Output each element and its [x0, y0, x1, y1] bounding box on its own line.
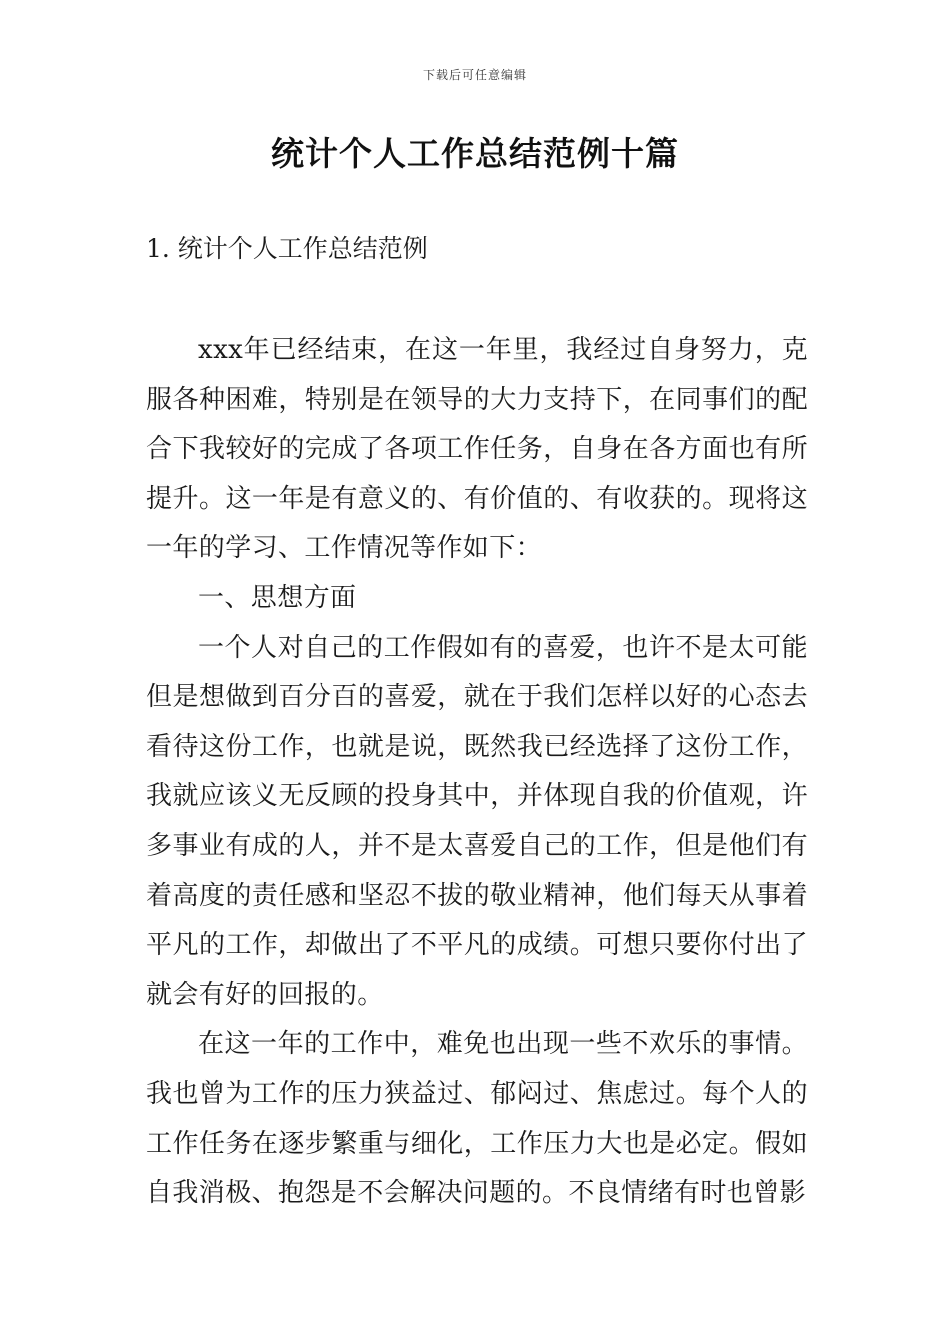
paragraph-attitude: 一个人对自己的工作假如有的喜爱，也许不是太可能但是想做到百分百的喜爱，就在于我们怎样以好的心态去看待这份工作，也就是说，既然我已经选择了这份工作，我就应该义无反顾的投身其中，并体现自我的价值观，许多事业有成的人，并不是太喜爱自己的工作，但是他们有着高度的责任感和坚忍不拔的敬业精神，他们每天从事着平凡的工作，却做出了不平凡的成绩。可想只要你付出了就会有好的回报的。: [146, 632, 808, 1010]
document-title: 统计个人工作总结范例十篇: [271, 134, 679, 173]
paragraph-pressure: 在这一年的工作中，难免也出现一些不欢乐的事情。我也曾为工作的压力狭益过、郁闷过、焦虑过。每个人的工作任务在逐步繁重与细化，工作压力大也是必定。假如自我消极、抱怨是不会解决问题的。不良情绪有时也曾影: [146, 1029, 808, 1209]
body-text: [146, 326, 808, 1219]
header-note: 下载后可任意编辑: [422, 68, 527, 82]
section-heading: 1. 统计个人工作总结范例: [146, 234, 428, 263]
paragraph-intro: xxx年已经结束，在这一年里，我经过自身努力，克服各种困难，特别是在领导的大力支持下，在同事们的配合下我较好的完成了各项工作任务，自身在各方面也有所提升。这一年是有意义的、有价值的、有收获的。现将这一年的学习、工作情况等作如下：: [146, 335, 808, 564]
paragraph-subheading: 一、思想方面: [198, 582, 357, 613]
